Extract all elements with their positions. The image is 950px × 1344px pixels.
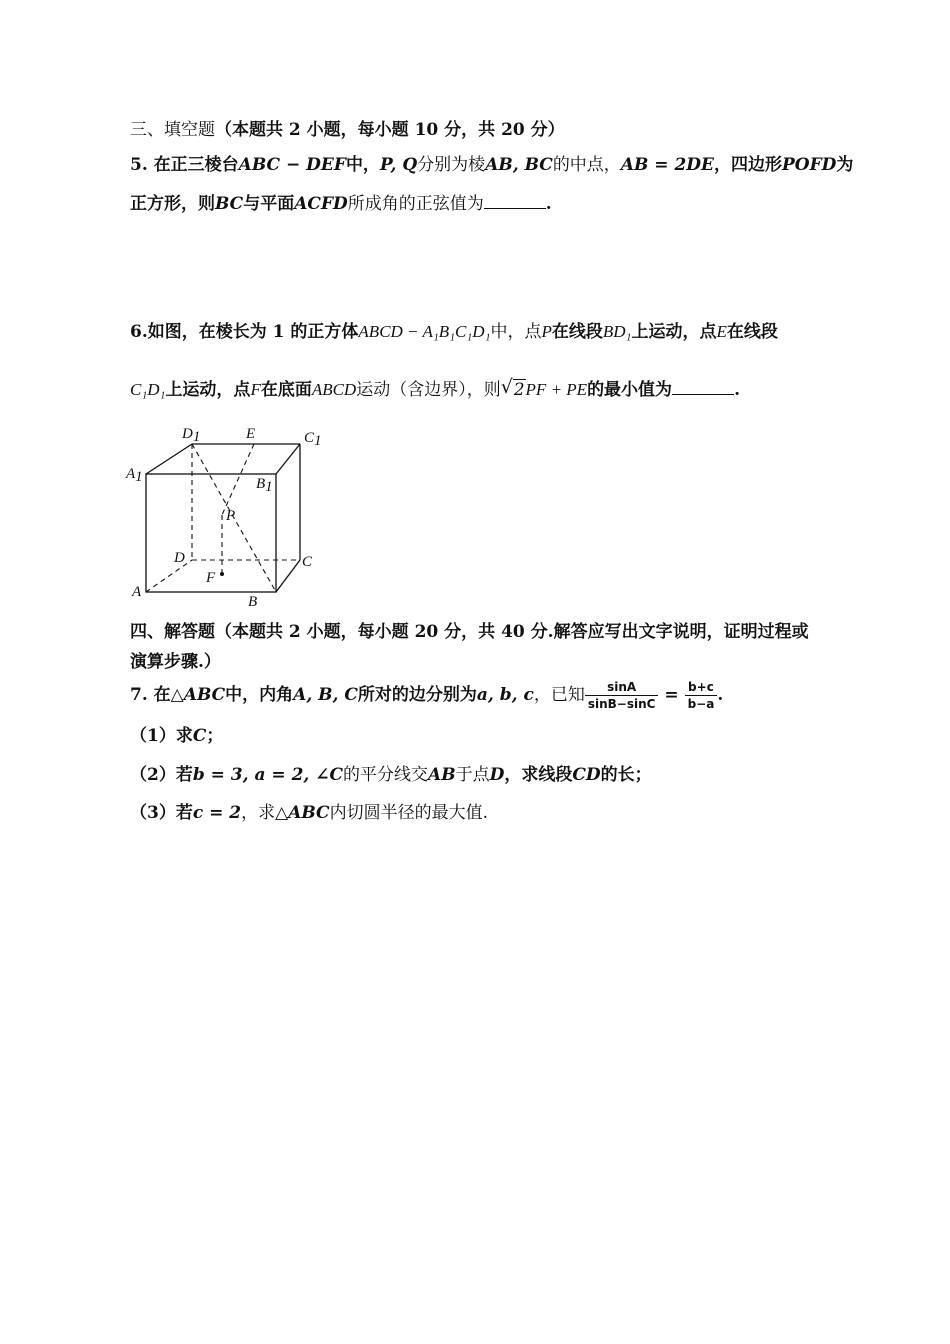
q7-text: （3）若 [130,803,193,823]
radical-sign-icon: √ [500,376,513,398]
q7-text: ，求线段 [504,765,573,785]
q5-math: ABC − DEF [238,155,346,175]
section3-note: （本题共 2 小题，每小题 10 分，共 20 分） [215,120,565,140]
q7-text: ，求△ [241,803,289,823]
q5-text: 为 [836,155,854,175]
fraction-sin [585,680,659,711]
q6-line1 [130,320,778,344]
q7-part2 [130,763,652,787]
label-a1: A1 [126,466,143,485]
q7-math: D [489,765,505,785]
q6-math: BD₁ [602,322,632,341]
section4-line1: 四、解答题（本题共 2 小题，每小题 20 分，共 40 分.解答应写出文字说明，证明过程或 [130,622,809,642]
q7-text: 内切圆半径的最大值. [329,803,488,823]
section4-heading-cont [130,650,221,674]
q7-text: 7. 在△ [130,685,184,705]
edge-b-c [276,560,300,592]
q7-part1 [130,724,223,748]
q6-math: F [250,380,261,399]
q7-math: ABC [183,685,226,705]
q7-math: b = 3, a = 2, ∠C [192,765,344,785]
q7-text: 所对的边分别为 [357,685,477,705]
q5-text: 中， [345,155,380,175]
fraction-denominator: b−a [687,697,715,711]
sqrt-expression [501,378,526,402]
q5-math: AB, BC [485,155,553,175]
cube-figure [124,422,334,612]
q7-text: （1）求 [130,726,193,746]
q7-math: c = 2 [192,803,242,823]
q7-math: C [192,726,207,746]
q6-math: ABCD − A₁B₁C₁D₁ [358,322,491,341]
edge-a-d [146,560,192,592]
q7-math: ABC [288,803,330,823]
q6-text: 6.如图，在棱长为 1 的正方体 [130,322,359,342]
q6-text: 在底面 [260,380,312,400]
q7-math: CD [572,765,601,785]
q7-text: 的平分线交 [343,765,429,785]
q6-line2 [130,378,740,402]
label-c1: C1 [304,430,322,449]
q7-text: 的长； [600,765,652,785]
sqrt-radicand: 2 [513,380,525,400]
fraction-sides [685,680,718,711]
q6-math: PF + PE [525,380,588,399]
section3-title: 三、填空题 [130,120,215,140]
q6-text: 中，点 [490,322,542,342]
q5-math: AB = 2DE [620,155,714,175]
q5-text: . [545,194,552,214]
q7-math: a, b, c [476,685,534,705]
q7-text: ； [206,726,224,746]
q5-text: 分别为棱 [417,155,486,175]
q6-text: . [734,380,740,400]
q7-text: . [717,685,724,705]
fraction-numerator: sinA [585,680,659,696]
q7-text: （2）若 [130,765,193,785]
label-b1: B1 [256,476,273,495]
q6-text: 上运动，点 [631,322,717,342]
q7-part3 [130,801,488,825]
q6-math: ABCD [311,380,357,399]
q6-math: C₁D₁ [130,380,166,399]
q5-math: POFD [781,155,837,175]
q6-text: 运动（含边界），则 [356,380,501,400]
section4-line2: 演算步骤.） [130,652,221,672]
label-e: E [246,426,256,442]
q5-text: ，四边形 [713,155,782,175]
q5-math: BC [215,194,244,214]
q7-intro [130,680,723,711]
edge-b1-c1 [276,444,300,474]
q5-text: 5. 在正三棱台 [130,155,239,175]
section3-heading [130,118,565,142]
q5-text: 正方形，则 [130,194,215,214]
q5-line2 [130,192,552,216]
q5-text: 的中点， [552,155,621,175]
q7-text: ，已知 [533,685,585,705]
q5-text: 所成角的正弦值为 [347,194,484,214]
segment-e-p [222,444,254,515]
label-d1: D1 [182,426,201,445]
fraction-denominator: sinB−sinC [587,697,656,711]
q6-text: 的最小值为 [587,380,673,400]
edge-a1-d1 [146,444,192,474]
cube-solid-edges [146,444,300,592]
q5-math: P, Q [379,155,418,175]
equals-sign: = [664,685,679,705]
q6-math: P [541,322,552,341]
q5-math: ACFD [294,194,348,214]
answer-blank[interactable] [672,378,734,395]
label-f: F [206,570,216,586]
q5-line1 [130,153,853,177]
q6-math: E [716,322,727,341]
label-p: P [226,508,236,524]
fraction-numerator: b+c [685,680,718,696]
label-d: D [174,550,185,566]
q5-text: 与平面 [243,194,295,214]
label-a: A [132,584,142,600]
section4-heading [130,620,809,644]
point-f-dot [220,572,224,576]
cube-hidden-edges [146,444,300,592]
q7-text: 于点 [455,765,490,785]
q7-math: AB [428,765,456,785]
q6-text: 在线段 [551,322,603,342]
q6-text: 上运动，点 [165,380,251,400]
label-c: C [302,554,313,570]
label-b: B [248,594,258,610]
q7-math: A, B, C [293,685,358,705]
q6-text: 在线段 [726,322,778,342]
q7-text: 中，内角 [225,685,294,705]
answer-blank[interactable] [484,192,546,209]
